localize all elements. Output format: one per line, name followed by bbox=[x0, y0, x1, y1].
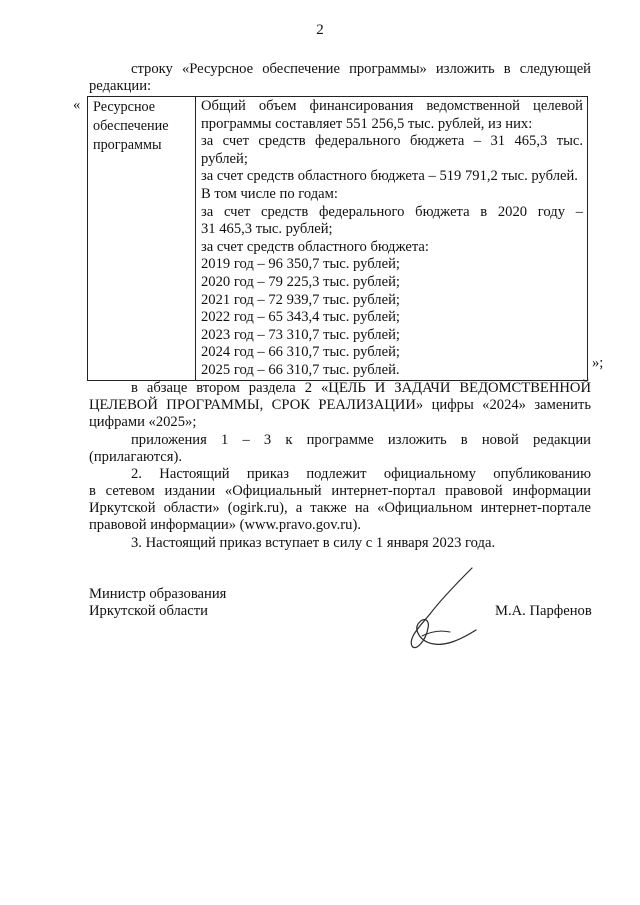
closing-quote: »; bbox=[592, 355, 604, 371]
funding-line: за счет средств федерального бюджета – 31 465,3 тыс. bbox=[201, 133, 583, 150]
handwritten-signature bbox=[400, 566, 490, 656]
signatory-position-line-2: Иркутской области bbox=[89, 603, 208, 619]
para2-line-3: Иркутской области» (ogirk.ru), а также на «Официальном интернет-портале bbox=[89, 500, 591, 516]
page-number: 2 bbox=[316, 22, 324, 38]
intro-line-1: строку «Ресурсное обеспечение программы» изложить в следующей bbox=[131, 61, 591, 77]
para2-line-4: правовой информации» (www.pravo.gov.ru). bbox=[89, 517, 361, 533]
funding-line: программы составляет 551 256,5 тыс. рублей, из них: bbox=[201, 115, 533, 132]
appendix-line-1: приложения 1 – 3 к программе изложить в новой редакции bbox=[131, 432, 591, 448]
funding-line: за счет средств областного бюджета – 519 791,2 тыс. рублей. bbox=[201, 168, 578, 185]
section2-line-1: в абзаце втором раздела 2 «ЦЕЛЬ И ЗАДАЧИ ВЕДОМСТВЕННОЙ bbox=[131, 380, 591, 396]
signatory-name: М.А. Парфенов bbox=[495, 603, 592, 619]
funding-line: В том числе по годам: bbox=[201, 185, 338, 202]
funding-year-line: 2022 год – 65 343,4 тыс. рублей; bbox=[201, 309, 400, 326]
funding-line: 31 465,3 тыс. рублей; bbox=[201, 221, 333, 238]
resource-table-row bbox=[88, 97, 588, 381]
funding-line: рублей; bbox=[201, 150, 248, 167]
appendix-line-2: (прилагаются). bbox=[89, 449, 182, 465]
funding-year-line: 2019 год – 96 350,7 тыс. рублей; bbox=[201, 256, 400, 273]
signatory-position-line-1: Министр образования bbox=[89, 586, 227, 602]
funding-year-line: 2023 год – 73 310,7 тыс. рублей; bbox=[201, 326, 400, 343]
funding-line: за счет средств федерального бюджета в 2020 году – bbox=[201, 203, 583, 220]
opening-quote: « bbox=[73, 97, 81, 113]
section2-line-3: цифрами «2025»; bbox=[89, 414, 197, 430]
resource-value-cell bbox=[196, 97, 588, 381]
section2-line-2: ЦЕЛЕВОЙ ПРОГРАММЫ, СРОК РЕАЛИЗАЦИИ» цифры «2024» заменить bbox=[89, 397, 591, 413]
resource-label-line: обеспечение bbox=[93, 118, 169, 134]
funding-year-line: 2020 год – 79 225,3 тыс. рублей; bbox=[201, 273, 400, 290]
para3-line: 3. Настоящий приказ вступает в силу с 1 января 2023 года. bbox=[131, 535, 496, 551]
resource-label-cell bbox=[88, 97, 196, 381]
funding-year-line: 2025 год – 66 310,7 тыс. рублей. bbox=[201, 361, 400, 378]
resource-label-line: Ресурсное bbox=[93, 99, 156, 115]
funding-line: за счет средств областного бюджета: bbox=[201, 238, 429, 255]
funding-year-line: 2024 год – 66 310,7 тыс. рублей; bbox=[201, 344, 400, 361]
funding-year-line: 2021 год – 72 939,7 тыс. рублей; bbox=[201, 291, 400, 308]
resource-table bbox=[87, 96, 588, 381]
para2-line-2: в сетевом издании «Официальный интернет-портал правовой информации bbox=[89, 483, 591, 499]
intro-line-2: редакции: bbox=[89, 78, 152, 94]
funding-line: Общий объем финансирования ведомственной целевой bbox=[201, 98, 583, 114]
resource-label-line: программы bbox=[93, 137, 162, 153]
para2-line-1: 2. Настоящий приказ подлежит официальному опубликованию bbox=[131, 466, 591, 482]
